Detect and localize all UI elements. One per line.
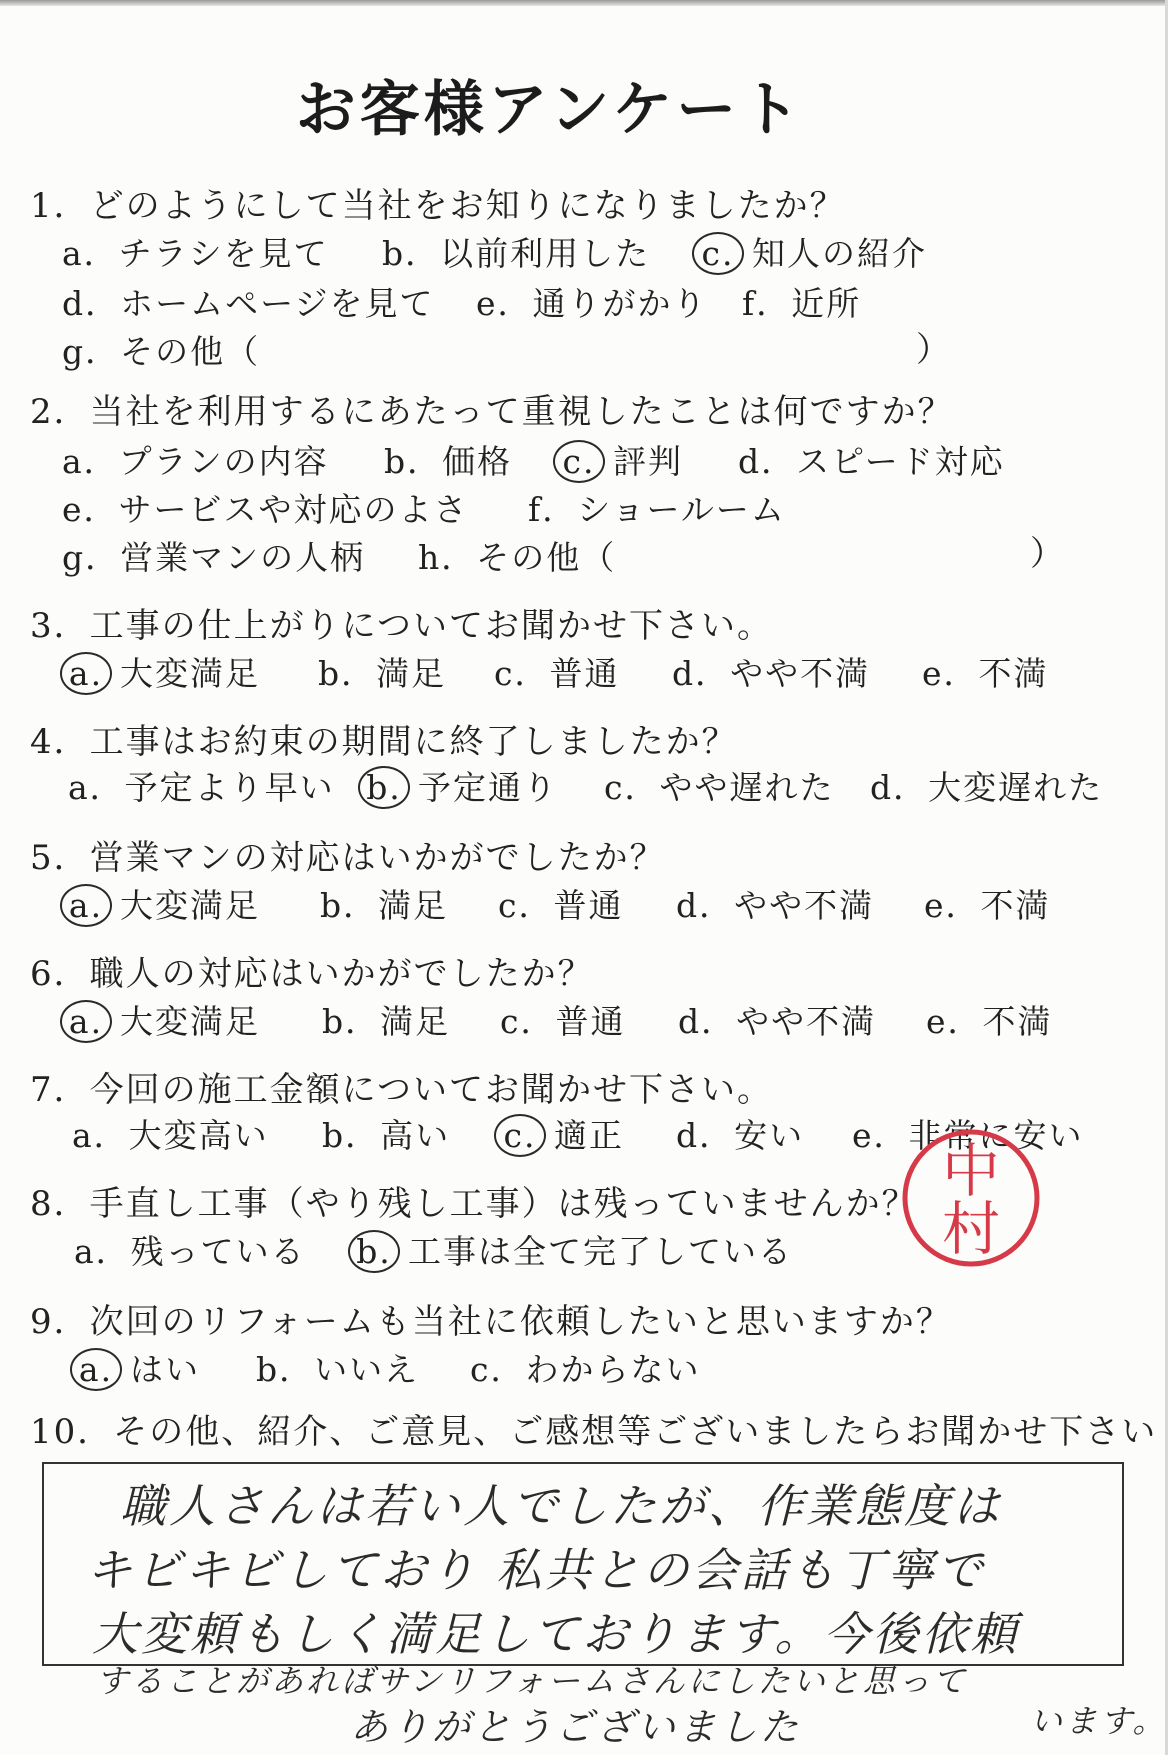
q8-option-a: a．残っている <box>74 1232 306 1271</box>
comment-line-2: キビキビしており 私共との会話も丁寧で <box>86 1543 986 1597</box>
question-9: 9．次回のリフォームも当社に依頼したいと思いますか？ <box>30 1302 952 1342</box>
q5-option-d: d．やや不満 <box>676 886 875 925</box>
hanko-stamp <box>898 1125 1044 1271</box>
q1-option-b: b．以前利用した <box>382 234 651 273</box>
q2-option-a: a．プランの内容 <box>62 442 329 481</box>
q7-option-a: a．大変高い <box>72 1116 269 1155</box>
q3-option-d: d．やや不満 <box>672 654 871 693</box>
q1-option-g: g．その他（ <box>62 332 261 371</box>
question-2: 2．当社を利用するにあたって重視したことは何ですか？ <box>30 392 954 432</box>
q3-option-b: b．満足 <box>318 654 447 693</box>
q2-option-g: g．営業マンの人柄 <box>62 538 366 577</box>
q1-option-e: e．通りがかり <box>476 284 708 323</box>
q3-option-a-letter: a. <box>60 652 112 695</box>
q5-option-c: c．普通 <box>498 886 624 925</box>
q4-option-c: c．やや遅れた <box>604 768 835 807</box>
q5-option-b: b．満足 <box>320 886 449 925</box>
q1-option-d: d．ホームページを見て <box>62 284 435 323</box>
q4-option-b-letter: b. <box>358 766 410 809</box>
stamp-char-top: 中 <box>941 1137 1001 1205</box>
q9-option-a-label: はい <box>130 1350 200 1389</box>
q9-option-a-selected <box>70 1344 200 1391</box>
q1-option-f: f．近所 <box>742 284 862 323</box>
q3-option-e: e．不満 <box>922 654 1049 693</box>
question-6: 6．職人の対応はいかがでしたか？ <box>30 954 594 994</box>
stamp-char-bottom: 村 <box>941 1195 1001 1263</box>
q1-option-c-selected <box>692 228 927 275</box>
q8-option-b-selected <box>348 1226 793 1273</box>
q7-option-c-selected <box>494 1110 624 1157</box>
page-title: お客様アンケート <box>295 75 805 145</box>
q9-option-a-letter: a. <box>70 1348 122 1391</box>
q6-option-b: b．満足 <box>322 1002 451 1041</box>
q7-option-c-label: 適正 <box>554 1116 624 1155</box>
q4-option-b-selected <box>358 762 558 809</box>
comment-line-1: 職人さんは若い人でしたが、作業態度は <box>120 1479 1002 1533</box>
q4-option-a: a．予定より早い <box>68 768 335 807</box>
question-10: 10．その他、紹介、ご意見、ご感想等ございましたらお聞かせ下さい <box>30 1412 1158 1452</box>
q4-option-d: d．大変遅れた <box>870 768 1104 807</box>
q2-option-c-selected <box>553 436 683 483</box>
q6-option-a-label: 大変満足 <box>120 1002 260 1041</box>
q2-option-b: b．価格 <box>384 442 513 481</box>
q2-option-h: h．その他（ <box>418 538 617 577</box>
q3-option-a-selected <box>60 648 260 695</box>
q5-option-a-label: 大変満足 <box>120 886 260 925</box>
question-3: 3．工事の仕上がりについてお聞かせ下さい。 <box>30 606 773 646</box>
q5-option-e: e．不満 <box>924 886 1051 925</box>
q7-option-b: b．高い <box>322 1116 451 1155</box>
q3-option-a-label: 大変満足 <box>120 654 260 693</box>
q2-close-paren: ） <box>1030 534 1064 574</box>
comment-line-5: ありがとうございました <box>350 1705 802 1749</box>
q1-close-paren: ） <box>916 330 950 370</box>
comment-line-6: います。 <box>1030 1702 1168 1740</box>
comment-line-4: することがあればサンリフォームさんにしたいと思って <box>96 1662 968 1700</box>
q2-option-c-label: 評判 <box>613 442 683 481</box>
q6-option-a-selected <box>60 996 260 1043</box>
q9-option-b: b．いいえ <box>256 1350 420 1389</box>
q6-option-c: c．普通 <box>500 1002 626 1041</box>
q6-option-e: e．不満 <box>926 1002 1053 1041</box>
q5-option-a-selected <box>60 880 260 927</box>
q1-option-c-letter: c. <box>692 232 744 275</box>
question-7: 7．今回の施工金額についてお聞かせ下さい。 <box>30 1070 773 1110</box>
q1-option-a: a．チラシを見て <box>62 234 329 273</box>
q2-option-d: d．スピード対応 <box>738 442 1005 481</box>
q7-option-e: e．非常に安い <box>852 1116 1084 1155</box>
q6-option-d: d．やや不満 <box>678 1002 877 1041</box>
question-5: 5．営業マンの対応はいかがでしたか？ <box>30 838 666 878</box>
q5-option-a-letter: a. <box>60 884 112 927</box>
q8-option-b-label: 工事は全て完了している <box>408 1232 793 1271</box>
question-4: 4．工事はお約束の期間に終了しましたか？ <box>30 722 738 762</box>
scan-edge-top <box>0 0 1168 6</box>
q2-option-f: f．ショールーム <box>528 490 786 529</box>
q7-option-d: d．安い <box>676 1116 805 1155</box>
q6-option-a-letter: a. <box>60 1000 112 1043</box>
q9-option-c: c．わからない <box>470 1350 701 1389</box>
q4-option-b-label: 予定通り <box>418 768 558 807</box>
q2-option-e: e．サービスや対応のよさ <box>62 490 469 529</box>
q3-option-c: c．普通 <box>494 654 620 693</box>
q2-option-c-letter: c. <box>553 440 605 483</box>
q8-option-b-letter: b. <box>348 1230 400 1273</box>
question-1: 1．どのようにして当社をお知りになりましたか？ <box>30 186 846 226</box>
q1-option-c-label: 知人の紹介 <box>752 234 927 273</box>
question-8: 8．手直し工事（やり残し工事）は残っていませんか？ <box>30 1184 918 1224</box>
q7-option-c-letter: c. <box>494 1114 546 1157</box>
comment-line-3: 大変頼もしく満足しております。今後依頼 <box>92 1607 1020 1661</box>
